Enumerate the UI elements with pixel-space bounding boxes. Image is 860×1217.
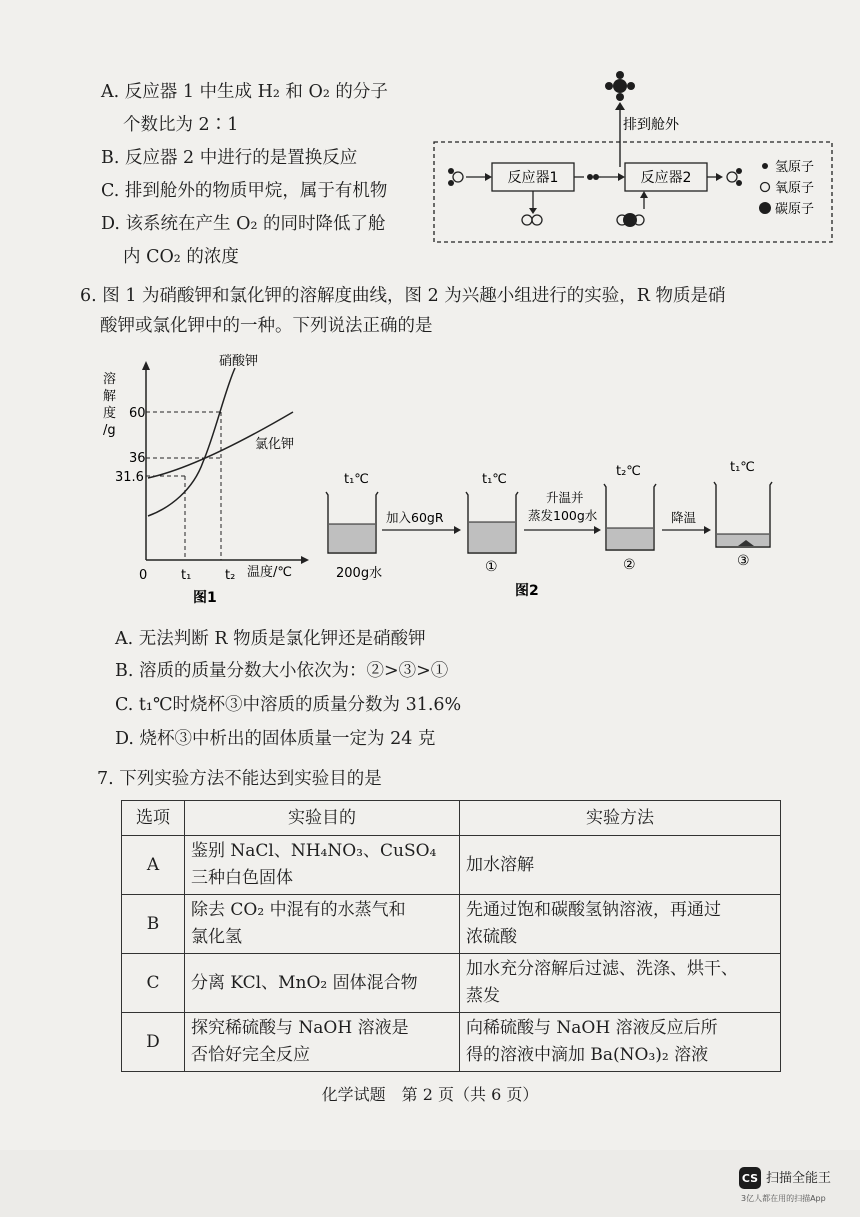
reactor-diagram bbox=[430, 62, 835, 247]
beaker-experiment bbox=[318, 450, 788, 610]
q5-option-a-line2: 个数比为 2∶1 bbox=[123, 115, 239, 135]
reactor2-label: 反应器2 bbox=[640, 170, 692, 186]
y-label-2: 解 bbox=[103, 389, 117, 404]
row-d-method: 向稀硫酸与 NaOH 溶液反应后所 得的溶液中滴加 Ba(NO₃)₂ 溶液 bbox=[460, 1013, 781, 1072]
solubility-chart bbox=[95, 350, 325, 610]
legend-hydrogen-label: 氢原子 bbox=[775, 160, 815, 175]
table-row bbox=[122, 895, 781, 954]
q6-option-a: A. 无法判断 R 物质是氯化钾还是硝酸钾 bbox=[115, 629, 426, 649]
water-output-icon bbox=[727, 168, 742, 186]
row-c-option: C bbox=[122, 954, 185, 1013]
row-d-goal: 探究稀硫酸与 NaOH 溶液是 否恰好完全反应 bbox=[185, 1013, 460, 1072]
q6-stem-line2: 酸钾或氯化钾中的一种。下列说法正确的是 bbox=[100, 316, 433, 336]
figure2-caption: 图2 bbox=[515, 583, 539, 599]
row-b-method: 先通过饱和碳酸氢钠溶液，再通过 浓硫酸 bbox=[460, 895, 781, 954]
scanner-tagline: 3亿人都在用的扫描App bbox=[741, 1194, 826, 1203]
header-goal: 实验目的 bbox=[185, 801, 460, 836]
q6-option-b: B. 溶质的质量分数大小依次为：②>③>① bbox=[115, 661, 449, 681]
q6-option-c: C. t₁℃时烧杯③中溶质的质量分数为 31.6% bbox=[115, 695, 462, 715]
row-c-goal: 分离 KCl、MnO₂ 固体混合物 bbox=[185, 954, 460, 1013]
beaker0-temp: t₁℃ bbox=[344, 472, 369, 487]
table-row bbox=[122, 836, 781, 895]
q5-option-d-line1: D. 该系统在产生 O₂ 的同时降低了舱 bbox=[101, 214, 386, 234]
beaker1-label: ① bbox=[485, 559, 498, 575]
beaker0-water-label: 200g水 bbox=[336, 566, 383, 581]
curve-potassium-nitrate bbox=[148, 368, 235, 516]
q7-stem: 7. 下列实验方法不能达到实验目的是 bbox=[97, 769, 382, 789]
step2-label-line1: 升温并 bbox=[546, 490, 584, 505]
table-header-row bbox=[122, 801, 781, 836]
q6-option-d: D. 烧杯③中析出的固体质量一定为 24 克 bbox=[115, 729, 436, 749]
tick-t1: t₁ bbox=[181, 568, 192, 583]
water-molecule-icon bbox=[448, 168, 463, 186]
tick-60: 60 bbox=[129, 406, 146, 421]
q5-option-b: B. 反应器 2 中进行的是置换反应 bbox=[101, 148, 358, 168]
row-b-option: B bbox=[122, 895, 185, 954]
header-option: 选项 bbox=[122, 801, 185, 836]
q6-stem-line1: 6. 图 1 为硝酸钾和氯化钾的溶解度曲线，图 2 为兴趣小组进行的实验，R 物质是硝 bbox=[80, 286, 726, 306]
header-method: 实验方法 bbox=[460, 801, 781, 836]
row-a-method: 加水溶解 bbox=[460, 836, 781, 895]
beaker2-label: ② bbox=[623, 557, 636, 573]
q5-option-d-line2: 内 CO₂ 的浓度 bbox=[123, 247, 239, 267]
curve-label-potassium-chloride: 氯化钾 bbox=[255, 437, 295, 452]
curve-label-potassium-nitrate: 硝酸钾 bbox=[219, 354, 259, 369]
origin-label: 0 bbox=[139, 568, 148, 583]
figure1-caption: 图1 bbox=[193, 590, 217, 606]
scanner-logo-icon: CS bbox=[739, 1167, 761, 1189]
beaker0-liquid bbox=[329, 524, 375, 552]
step2-label-line2: 蒸发100g水 bbox=[528, 508, 598, 523]
row-d-option: D bbox=[122, 1013, 185, 1072]
y-label-3: 度 bbox=[103, 406, 117, 421]
legend-oxygen-icon bbox=[761, 183, 770, 192]
x-axis-label: 温度/℃ bbox=[247, 565, 292, 580]
beaker3-label: ③ bbox=[737, 553, 750, 569]
exhaust-label: 排到舱外 bbox=[623, 117, 679, 133]
q5-option-c: C. 排到舱外的物质甲烷，属于有机物 bbox=[101, 181, 388, 201]
row-a-option: A bbox=[122, 836, 185, 895]
reactor-dashed-frame bbox=[434, 142, 832, 242]
q5-option-a-line1: A. 反应器 1 中生成 H₂ 和 O₂ 的分子 bbox=[101, 82, 388, 102]
legend-carbon-label: 碳原子 bbox=[775, 202, 815, 217]
scanner-brand: 扫描全能王 bbox=[766, 1171, 832, 1186]
step3-label: 降温 bbox=[671, 510, 697, 525]
oxygen-molecule-icon bbox=[522, 215, 542, 225]
legend-carbon-icon bbox=[759, 202, 771, 214]
tick-31-6: 31.6 bbox=[115, 470, 144, 485]
row-c-method: 加水充分溶解后过滤、洗涤、烘干、 蒸发 bbox=[460, 954, 781, 1013]
methane-molecule-icon bbox=[605, 71, 635, 101]
beaker1-liquid bbox=[469, 522, 515, 552]
y-label-1: 溶 bbox=[103, 372, 117, 387]
page-footer: 化学试题 第 2 页（共 6 页） bbox=[321, 1085, 539, 1104]
beaker2-temp: t₂℃ bbox=[616, 464, 641, 479]
legend-hydrogen-icon bbox=[762, 163, 768, 169]
tick-t2: t₂ bbox=[225, 568, 236, 583]
row-b-goal: 除去 CO₂ 中混有的水蒸气和 氯化氢 bbox=[185, 895, 460, 954]
q7-table bbox=[121, 800, 781, 1072]
row-a-goal: 鉴别 NaCl、NH₄NO₃、CuSO₄ 三种白色固体 bbox=[185, 836, 460, 895]
carbon-dioxide-molecule-icon bbox=[617, 213, 644, 227]
y-label-4: /g bbox=[103, 423, 116, 438]
legend-oxygen-label: 氧原子 bbox=[775, 181, 815, 196]
beaker1-temp: t₁℃ bbox=[482, 472, 507, 487]
reactor1-label: 反应器1 bbox=[507, 170, 559, 186]
step1-label: 加入60gR bbox=[386, 510, 444, 525]
table-row bbox=[122, 1013, 781, 1072]
table-row bbox=[122, 954, 781, 1013]
tick-36: 36 bbox=[129, 451, 146, 466]
beaker2-liquid bbox=[607, 528, 653, 549]
beaker3-temp: t₁℃ bbox=[730, 460, 755, 475]
